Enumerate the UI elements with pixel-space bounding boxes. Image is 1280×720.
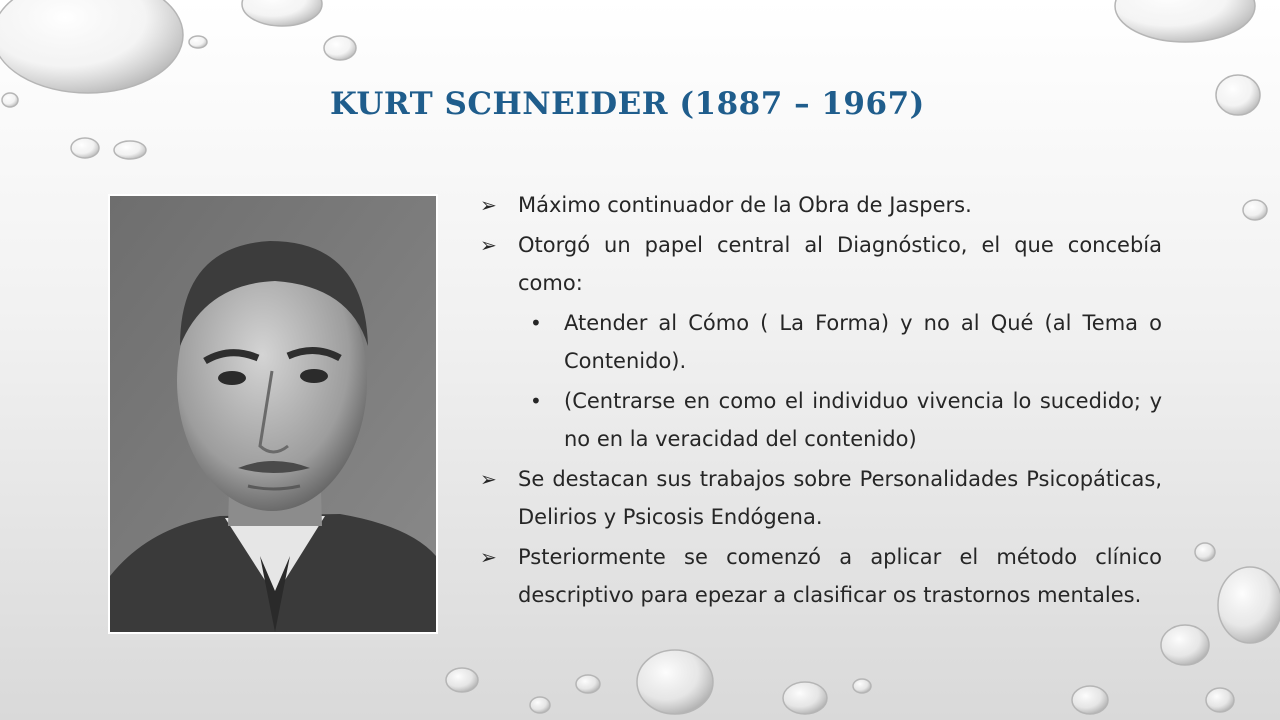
list-item-text: (Centrarse en como el individuo vivencia lo sucedido; y no en la veracidad del contenido) <box>564 389 1162 451</box>
arrow-bullet-icon: ➢ <box>480 193 497 217</box>
list-item <box>480 460 1162 536</box>
portrait-photo <box>108 194 438 634</box>
list-item <box>480 226 1162 302</box>
arrow-bullet-icon: ➢ <box>480 467 497 491</box>
list-item-text: Otorgó un papel central al Diagnóstico, el que concebía como: <box>518 233 1162 295</box>
bullet-list <box>480 186 1162 616</box>
arrow-bullet-icon: ➢ <box>480 233 497 257</box>
sub-list-item <box>480 382 1162 458</box>
arrow-bullet-icon: ➢ <box>480 545 497 569</box>
slide-title: KURT SCHNEIDER (1887 – 1967) <box>330 86 925 122</box>
dot-bullet-icon: • <box>530 311 542 335</box>
list-item-text: Psteriormente se comenzó a aplicar el método clínico descriptivo para epezar a clasificar os trastornos mentales. <box>518 545 1162 607</box>
list-item-text: Máximo continuador de la Obra de Jaspers. <box>518 193 972 217</box>
list-item-text: Se destacan sus trabajos sobre Personalidades Psicopáticas, Delirios y Psicosis Endógena. <box>518 467 1162 529</box>
list-item <box>480 538 1162 614</box>
dot-bullet-icon: • <box>530 389 542 413</box>
list-item-text: Atender al Cómo ( La Forma) y no al Qué (al Tema o Contenido). <box>564 311 1162 373</box>
list-item <box>480 186 1162 224</box>
sub-list-item <box>480 304 1162 380</box>
